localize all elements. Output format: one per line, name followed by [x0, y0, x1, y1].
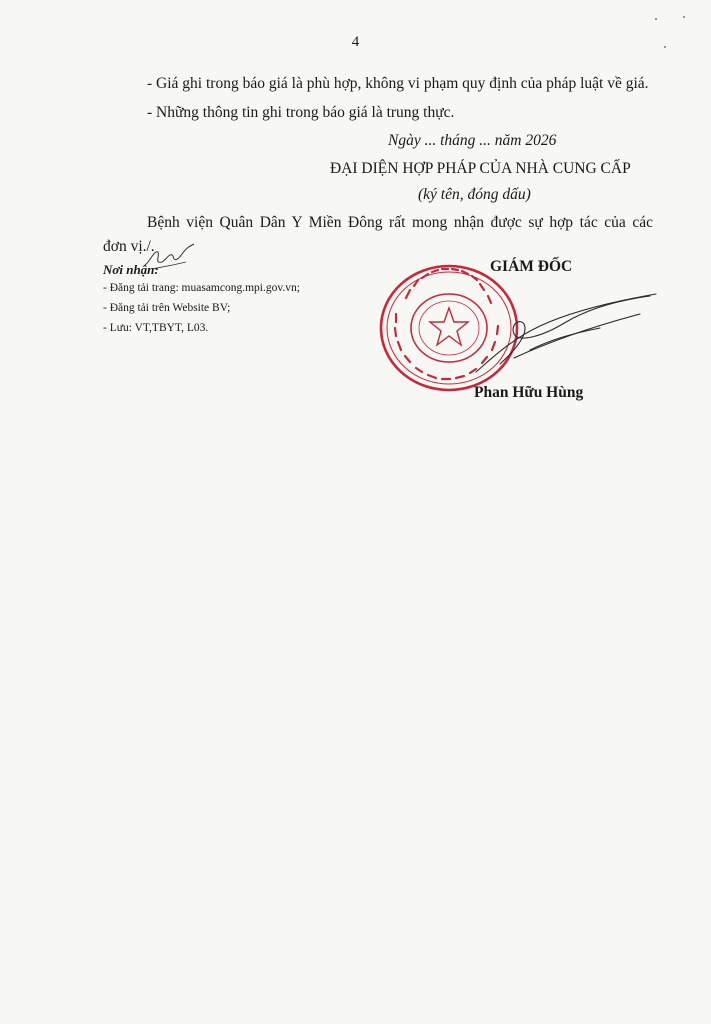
- page-number: 4: [351, 34, 360, 50]
- scan-speck: [655, 18, 657, 20]
- recipients-label: Nơi nhận:: [103, 262, 159, 277]
- recipient-item: - Lưu: VT,TBYT, L03.: [103, 322, 209, 334]
- handwritten-signature: [470, 280, 660, 380]
- scan-speck: [683, 16, 685, 18]
- signature-position: GIÁM ĐỐC: [490, 258, 573, 275]
- recipient-item: - Đăng tải trang: muasamcong.mpi.gov.vn;: [103, 282, 300, 294]
- body-line-price-compliance: - Giá ghi trong báo giá là phù hợp, không vi phạm quy định của pháp luật về giá.: [147, 75, 649, 92]
- closing-line-continued: đơn vị./.: [103, 238, 155, 255]
- sign-instruction: (ký tên, đóng dấu): [418, 186, 531, 203]
- date-line: Ngày ... tháng ... năm 2026: [388, 132, 557, 149]
- representative-title: ĐẠI DIỆN HỢP PHÁP CỦA NHÀ CUNG CẤP: [330, 160, 631, 177]
- recipient-item: - Đăng tải trên Website BV;: [103, 302, 231, 314]
- signer-name: Phan Hữu Hùng: [474, 384, 584, 401]
- closing-line: Bệnh viện Quân Dân Y Miền Đông rất mong nhận được sự hợp tác của các: [147, 214, 653, 231]
- body-line-truthful-info: - Những thông tin ghi trong báo giá là trung thực.: [147, 104, 455, 121]
- scan-speck: [664, 46, 666, 48]
